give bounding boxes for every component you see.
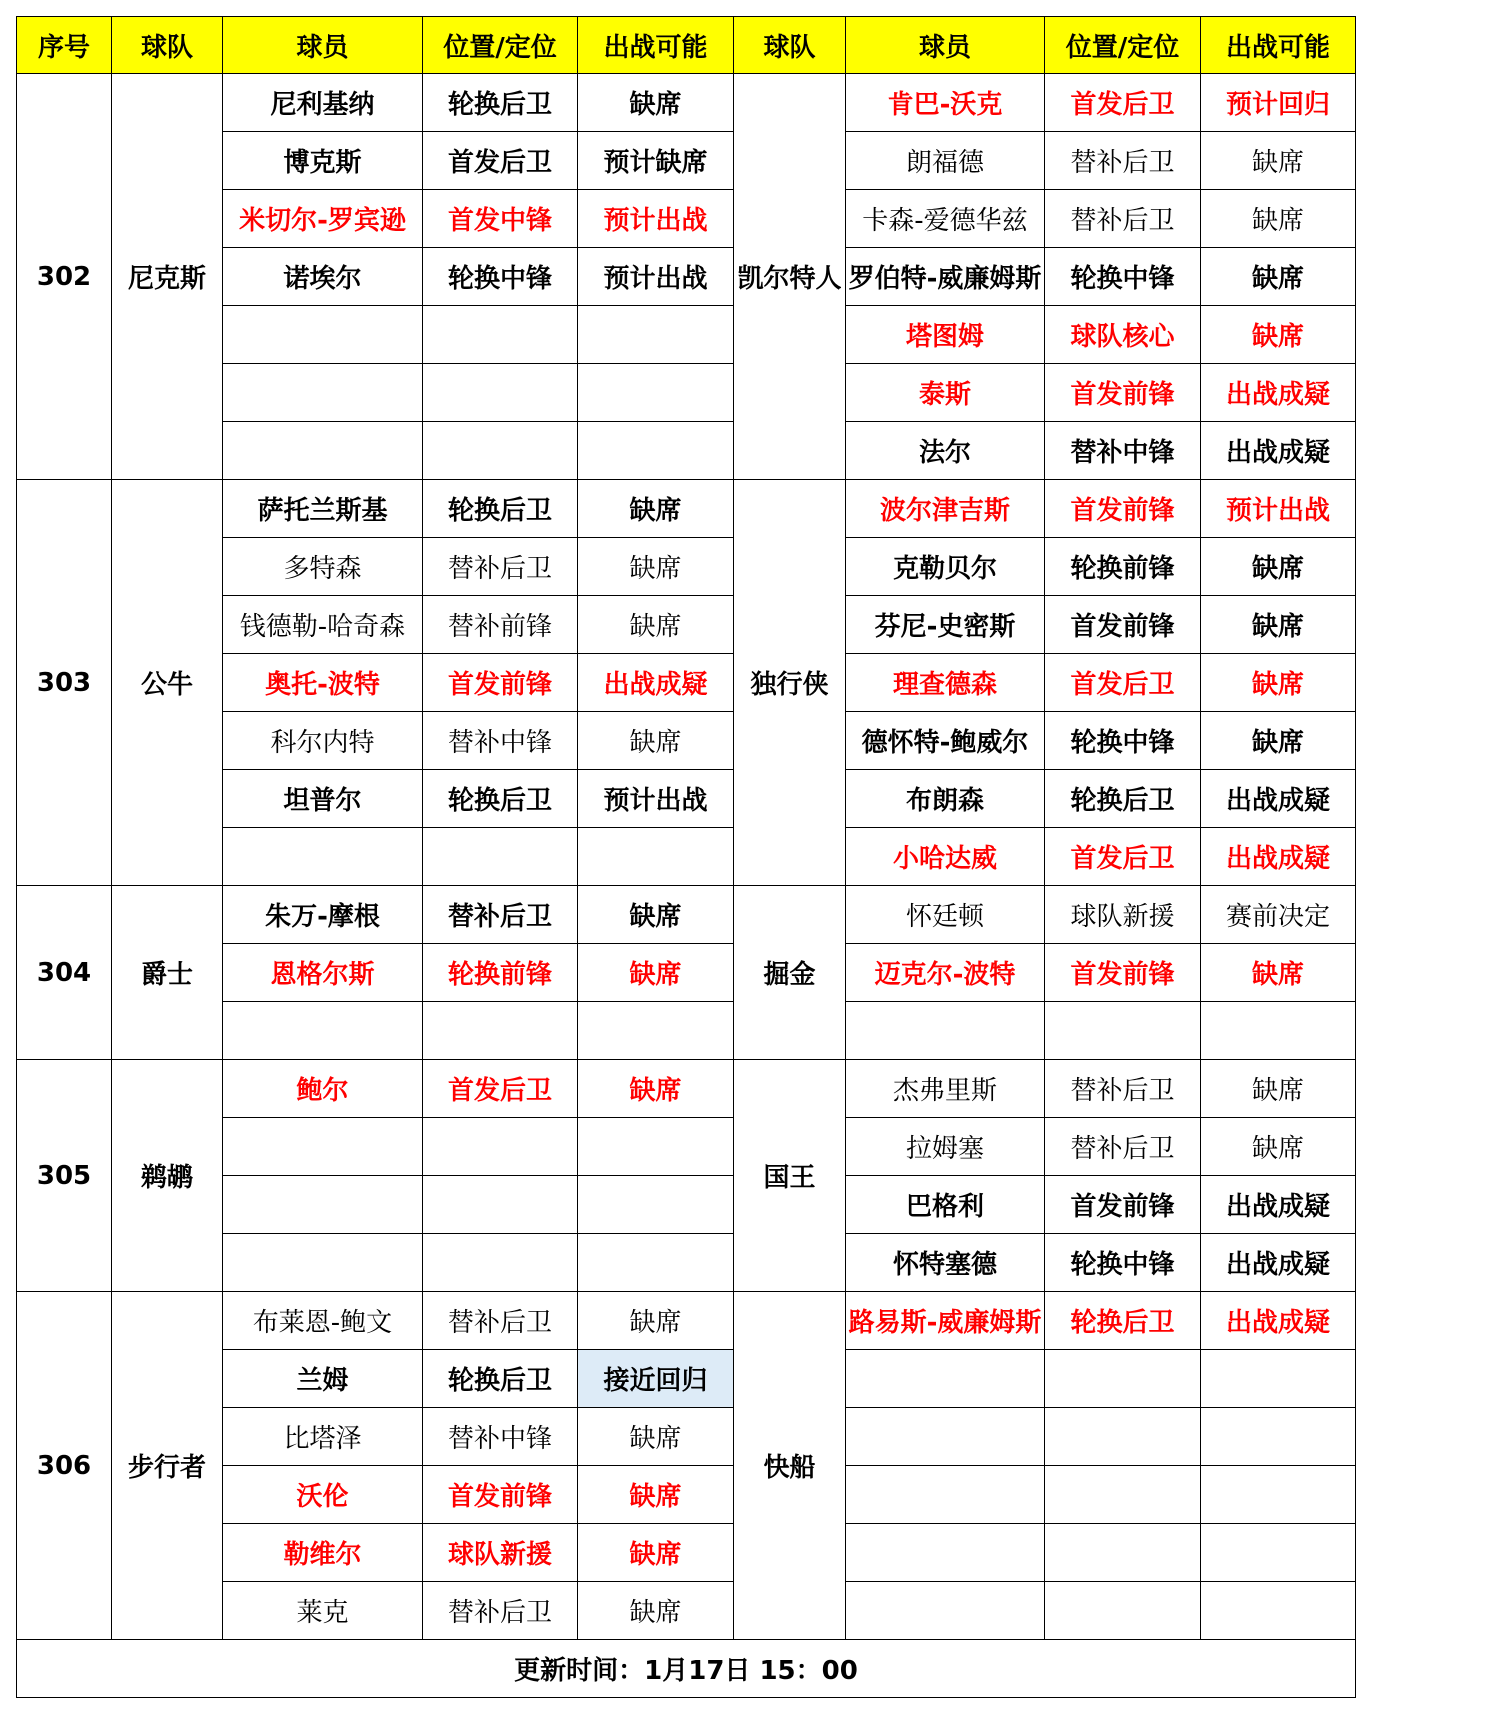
left-availability xyxy=(578,422,734,480)
left-player-role xyxy=(423,306,578,364)
right-availability: 缺席 xyxy=(1201,596,1356,654)
left-player-role: 替补中锋 xyxy=(423,712,578,770)
left-availability xyxy=(578,1234,734,1292)
right-availability xyxy=(1201,1582,1356,1640)
right-player-role: 首发后卫 xyxy=(1045,74,1201,132)
right-player-name: 法尔 xyxy=(846,422,1045,480)
left-player-role xyxy=(423,364,578,422)
left-availability xyxy=(578,1176,734,1234)
right-player-role: 轮换中锋 xyxy=(1045,1234,1201,1292)
table-row xyxy=(17,74,1356,132)
header-row xyxy=(17,17,1356,74)
left-player-name xyxy=(223,422,423,480)
left-availability xyxy=(578,1002,734,1060)
right-player-role xyxy=(1045,1408,1201,1466)
left-player-role: 首发中锋 xyxy=(423,190,578,248)
right-player-name: 肯巴-沃克 xyxy=(846,74,1045,132)
left-player-name: 科尔内特 xyxy=(223,712,423,770)
header-cell: 球队 xyxy=(112,17,223,74)
left-player-role: 替补前锋 xyxy=(423,596,578,654)
header-cell: 出战可能 xyxy=(1201,17,1356,74)
right-availability: 缺席 xyxy=(1201,190,1356,248)
left-player-role: 替补后卫 xyxy=(423,538,578,596)
team-right: 快船 xyxy=(734,1292,846,1640)
left-player-name xyxy=(223,306,423,364)
right-availability xyxy=(1201,1466,1356,1524)
header-cell: 出战可能 xyxy=(578,17,734,74)
update-time: 更新时间：1月17日 15：00 xyxy=(17,1640,1356,1698)
left-player-role: 首发后卫 xyxy=(423,1060,578,1118)
left-player-role: 轮换后卫 xyxy=(423,480,578,538)
right-availability: 出战成疑 xyxy=(1201,828,1356,886)
right-player-name: 怀廷顿 xyxy=(846,886,1045,944)
right-availability: 出战成疑 xyxy=(1201,1292,1356,1350)
right-player-role: 轮换中锋 xyxy=(1045,712,1201,770)
left-player-name: 博克斯 xyxy=(223,132,423,190)
left-player-role xyxy=(423,1234,578,1292)
right-player-role: 替补后卫 xyxy=(1045,1118,1201,1176)
right-player-name: 泰斯 xyxy=(846,364,1045,422)
right-player-name: 巴格利 xyxy=(846,1176,1045,1234)
left-player-role: 替补后卫 xyxy=(423,886,578,944)
right-player-name: 布朗森 xyxy=(846,770,1045,828)
left-player-name: 莱克 xyxy=(223,1582,423,1640)
left-player-name xyxy=(223,828,423,886)
left-player-name: 尼利基纳 xyxy=(223,74,423,132)
right-player-role xyxy=(1045,1466,1201,1524)
left-availability: 缺席 xyxy=(578,1466,734,1524)
left-player-name: 奥托-波特 xyxy=(223,654,423,712)
right-player-role: 球队新援 xyxy=(1045,886,1201,944)
team-left: 鹈鹕 xyxy=(112,1060,223,1292)
header-cell: 序号 xyxy=(17,17,112,74)
table-row xyxy=(17,480,1356,538)
right-availability xyxy=(1201,1350,1356,1408)
left-player-name: 鲍尔 xyxy=(223,1060,423,1118)
right-player-role: 轮换前锋 xyxy=(1045,538,1201,596)
left-availability xyxy=(578,1118,734,1176)
right-player-role: 首发后卫 xyxy=(1045,654,1201,712)
left-availability: 预计出战 xyxy=(578,248,734,306)
right-player-role: 轮换中锋 xyxy=(1045,248,1201,306)
left-availability: 缺席 xyxy=(578,1408,734,1466)
right-player-role: 替补后卫 xyxy=(1045,190,1201,248)
injury-report-table xyxy=(16,16,1356,1698)
left-availability: 缺席 xyxy=(578,74,734,132)
right-player-role: 轮换后卫 xyxy=(1045,1292,1201,1350)
right-player-name xyxy=(846,1408,1045,1466)
right-player-role: 替补中锋 xyxy=(1045,422,1201,480)
right-player-name: 波尔津吉斯 xyxy=(846,480,1045,538)
left-player-name: 多特森 xyxy=(223,538,423,596)
left-availability xyxy=(578,828,734,886)
right-player-name: 卡森-爱德华兹 xyxy=(846,190,1045,248)
team-left: 公牛 xyxy=(112,480,223,886)
left-player-name: 沃伦 xyxy=(223,1466,423,1524)
right-player-name: 克勒贝尔 xyxy=(846,538,1045,596)
left-player-name: 布莱恩-鲍文 xyxy=(223,1292,423,1350)
left-player-name: 勒维尔 xyxy=(223,1524,423,1582)
left-player-name: 米切尔-罗宾逊 xyxy=(223,190,423,248)
left-player-role: 轮换后卫 xyxy=(423,74,578,132)
right-player-name: 怀特塞德 xyxy=(846,1234,1045,1292)
team-left: 步行者 xyxy=(112,1292,223,1640)
left-player-role: 轮换中锋 xyxy=(423,248,578,306)
right-player-name: 路易斯-威廉姆斯 xyxy=(846,1292,1045,1350)
left-availability: 缺席 xyxy=(578,886,734,944)
left-player-role xyxy=(423,1176,578,1234)
left-player-role: 替补中锋 xyxy=(423,1408,578,1466)
left-player-role: 首发前锋 xyxy=(423,1466,578,1524)
left-availability: 预计缺席 xyxy=(578,132,734,190)
right-player-role: 首发前锋 xyxy=(1045,596,1201,654)
left-player-name: 比塔泽 xyxy=(223,1408,423,1466)
right-player-role: 替补后卫 xyxy=(1045,1060,1201,1118)
right-player-name xyxy=(846,1002,1045,1060)
right-player-name xyxy=(846,1582,1045,1640)
match-number: 302 xyxy=(17,74,112,480)
team-right: 凯尔特人 xyxy=(734,74,846,480)
right-player-role: 首发前锋 xyxy=(1045,480,1201,538)
right-availability: 缺席 xyxy=(1201,1118,1356,1176)
header-cell: 球员 xyxy=(223,17,423,74)
right-player-role xyxy=(1045,1350,1201,1408)
left-player-name xyxy=(223,1234,423,1292)
right-player-name xyxy=(846,1350,1045,1408)
right-availability: 缺席 xyxy=(1201,306,1356,364)
right-player-name: 迈克尔-波特 xyxy=(846,944,1045,1002)
left-player-name xyxy=(223,1002,423,1060)
right-availability: 缺席 xyxy=(1201,944,1356,1002)
match-number: 305 xyxy=(17,1060,112,1292)
right-availability: 预计回归 xyxy=(1201,74,1356,132)
left-availability: 缺席 xyxy=(578,944,734,1002)
left-availability: 缺席 xyxy=(578,596,734,654)
left-availability: 缺席 xyxy=(578,1060,734,1118)
team-left: 爵士 xyxy=(112,886,223,1060)
right-player-role: 首发前锋 xyxy=(1045,1176,1201,1234)
left-player-role xyxy=(423,1118,578,1176)
left-availability: 缺席 xyxy=(578,480,734,538)
right-availability xyxy=(1201,1002,1356,1060)
left-player-role: 轮换后卫 xyxy=(423,770,578,828)
left-player-role xyxy=(423,422,578,480)
right-player-name: 塔图姆 xyxy=(846,306,1045,364)
left-player-name: 钱德勒-哈奇森 xyxy=(223,596,423,654)
table-body xyxy=(17,74,1356,1640)
right-player-role: 首发后卫 xyxy=(1045,828,1201,886)
left-player-name: 诺埃尔 xyxy=(223,248,423,306)
right-player-name: 朗福德 xyxy=(846,132,1045,190)
right-player-role: 首发前锋 xyxy=(1045,944,1201,1002)
table-row xyxy=(17,886,1356,944)
left-player-name: 恩格尔斯 xyxy=(223,944,423,1002)
right-player-role: 轮换后卫 xyxy=(1045,770,1201,828)
left-availability: 出战成疑 xyxy=(578,654,734,712)
right-availability: 出战成疑 xyxy=(1201,770,1356,828)
right-availability: 出战成疑 xyxy=(1201,1176,1356,1234)
right-availability: 出战成疑 xyxy=(1201,1234,1356,1292)
footer-row xyxy=(17,1640,1356,1698)
right-player-name: 芬尼-史密斯 xyxy=(846,596,1045,654)
left-availability xyxy=(578,306,734,364)
left-availability: 缺席 xyxy=(578,712,734,770)
right-player-name: 杰弗里斯 xyxy=(846,1060,1045,1118)
left-availability: 缺席 xyxy=(578,1292,734,1350)
left-player-name: 坦普尔 xyxy=(223,770,423,828)
right-player-role: 替补后卫 xyxy=(1045,132,1201,190)
table-row xyxy=(17,1060,1356,1118)
left-player-role: 替补后卫 xyxy=(423,1582,578,1640)
right-player-name: 德怀特-鲍威尔 xyxy=(846,712,1045,770)
left-player-role: 替补后卫 xyxy=(423,1292,578,1350)
right-availability xyxy=(1201,1408,1356,1466)
left-availability: 缺席 xyxy=(578,1582,734,1640)
table-row xyxy=(17,1292,1356,1350)
left-player-name: 朱万-摩根 xyxy=(223,886,423,944)
right-availability: 预计出战 xyxy=(1201,480,1356,538)
right-availability: 出战成疑 xyxy=(1201,422,1356,480)
right-availability: 缺席 xyxy=(1201,654,1356,712)
left-player-name: 萨托兰斯基 xyxy=(223,480,423,538)
header-cell: 球员 xyxy=(846,17,1045,74)
match-number: 306 xyxy=(17,1292,112,1640)
left-player-name xyxy=(223,1176,423,1234)
left-player-role: 球队新援 xyxy=(423,1524,578,1582)
right-player-name: 理查德森 xyxy=(846,654,1045,712)
team-left: 尼克斯 xyxy=(112,74,223,480)
right-availability: 出战成疑 xyxy=(1201,364,1356,422)
right-player-role: 球队核心 xyxy=(1045,306,1201,364)
match-number: 304 xyxy=(17,886,112,1060)
left-player-role: 轮换前锋 xyxy=(423,944,578,1002)
right-availability xyxy=(1201,1524,1356,1582)
header-cell: 球队 xyxy=(734,17,846,74)
team-right: 国王 xyxy=(734,1060,846,1292)
left-availability: 预计出战 xyxy=(578,190,734,248)
right-availability: 缺席 xyxy=(1201,132,1356,190)
right-player-name: 罗伯特-威廉姆斯 xyxy=(846,248,1045,306)
left-player-role: 首发前锋 xyxy=(423,654,578,712)
header-cell: 位置/定位 xyxy=(423,17,578,74)
left-availability xyxy=(578,364,734,422)
left-player-name: 兰姆 xyxy=(223,1350,423,1408)
right-player-name xyxy=(846,1524,1045,1582)
left-player-name xyxy=(223,364,423,422)
left-player-role: 轮换后卫 xyxy=(423,1350,578,1408)
right-player-role xyxy=(1045,1524,1201,1582)
right-player-role xyxy=(1045,1582,1201,1640)
left-player-role xyxy=(423,828,578,886)
right-availability: 缺席 xyxy=(1201,538,1356,596)
right-availability: 缺席 xyxy=(1201,248,1356,306)
right-player-name: 拉姆塞 xyxy=(846,1118,1045,1176)
left-availability: 缺席 xyxy=(578,1524,734,1582)
right-availability: 缺席 xyxy=(1201,1060,1356,1118)
left-player-role xyxy=(423,1002,578,1060)
right-player-role xyxy=(1045,1002,1201,1060)
left-availability: 预计出战 xyxy=(578,770,734,828)
left-player-role: 首发后卫 xyxy=(423,132,578,190)
header-cell: 位置/定位 xyxy=(1045,17,1201,74)
team-right: 掘金 xyxy=(734,886,846,1060)
right-availability: 赛前决定 xyxy=(1201,886,1356,944)
right-player-role: 首发前锋 xyxy=(1045,364,1201,422)
left-player-name xyxy=(223,1118,423,1176)
match-number: 303 xyxy=(17,480,112,886)
left-availability: 接近回归 xyxy=(578,1350,734,1408)
team-right: 独行侠 xyxy=(734,480,846,886)
right-availability: 缺席 xyxy=(1201,712,1356,770)
right-player-name xyxy=(846,1466,1045,1524)
left-availability: 缺席 xyxy=(578,538,734,596)
right-player-name: 小哈达威 xyxy=(846,828,1045,886)
